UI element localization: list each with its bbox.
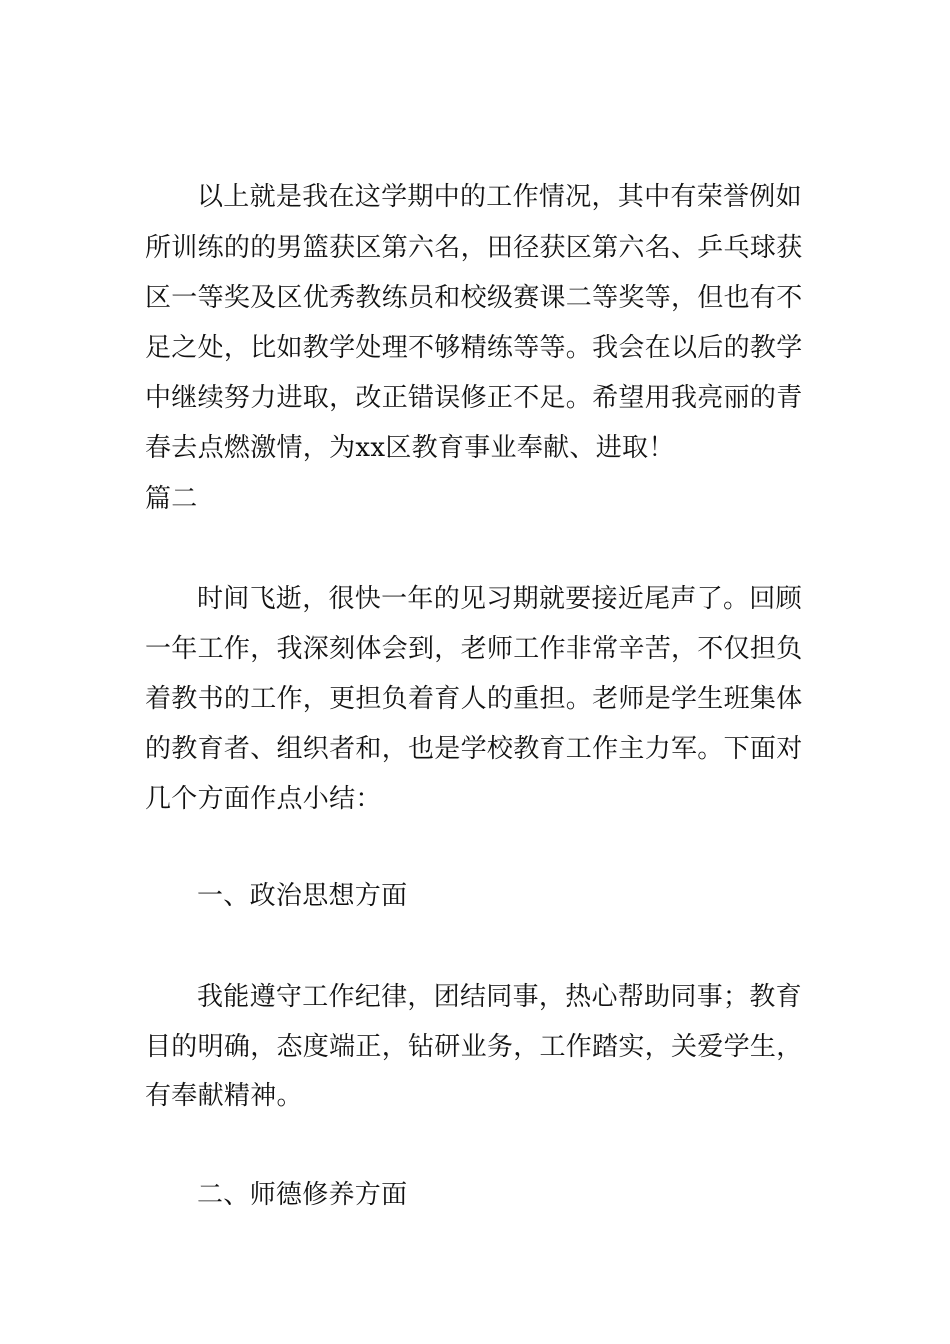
paragraph-2-line-4: 的教育者、组织者和，也是学校教育工作主力军。下面对 [145, 734, 803, 764]
section-heading-1: 一、政治思想方面 [197, 881, 408, 911]
paragraph-2-line-1: 时间飞逝，很快一年的见习期就要接近尾声了。回顾 [197, 584, 802, 614]
paragraph-2-line-3: 着教书的工作，更担负着育人的重担。老师是学生班集体 [145, 684, 803, 714]
paragraph-1-line-5: 中继续努力进取，改正错误修正不足。希望用我亮丽的青 [145, 383, 803, 413]
section-heading-2: 二、师德修养方面 [197, 1180, 408, 1210]
paragraph-3-line-1: 我能遵守工作纪律，团结同事，热心帮助同事；教育 [197, 982, 802, 1012]
paragraph-1-line-3: 区一等奖及区优秀教练员和校级赛课二等奖等，但也有不 [145, 283, 803, 313]
paragraph-1-line-6: 春去点燃激情，为xx区教育事业奉献、进取！ [145, 433, 675, 463]
paragraph-3-line-2: 目的明确，态度端正，钻研业务，工作踏实，关爱学生， [145, 1032, 803, 1062]
paragraph-1-line-1: 以上就是我在这学期中的工作情况，其中有荣誉例如 [197, 182, 802, 212]
paragraph-3-line-3: 有奉献精神。 [145, 1081, 303, 1111]
paragraph-2-line-5: 几个方面作点小结： [145, 784, 382, 814]
paragraph-1-line-4: 足之处，比如教学处理不够精练等等。我会在以后的教学 [145, 333, 803, 363]
paragraph-2-line-2: 一年工作，我深刻体会到，老师工作非常辛苦，不仅担负 [145, 634, 803, 664]
paragraph-1-line-2: 所训练的的男篮获区第六名，田径获区第六名、乒乓球获 [145, 233, 803, 263]
section-label: 篇二 [145, 484, 198, 514]
